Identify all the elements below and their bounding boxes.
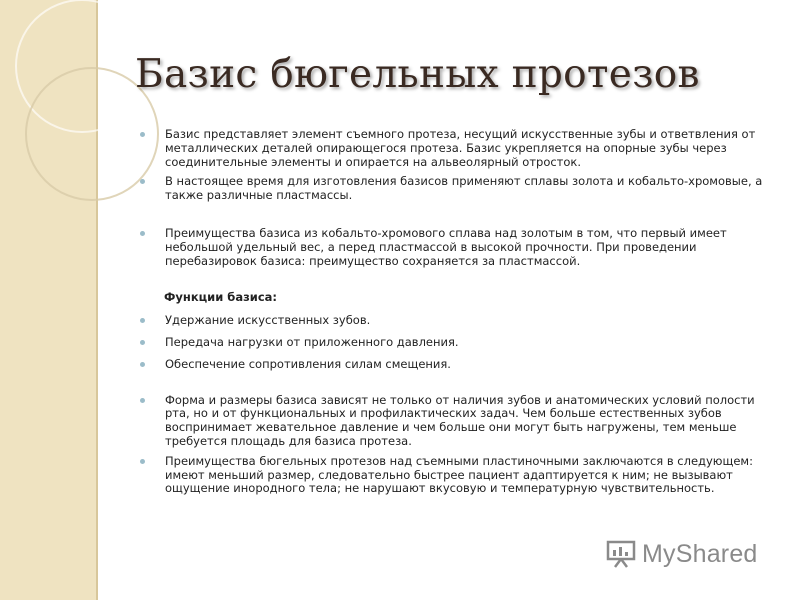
list-item: Форма и размеры базиса зависят не только от наличия зубов и анатомических условий полости рта, но и от функциональных и профилактических задач. Чем больше естественных зубов воспринимает жевательное давление и чем больше они могут быть нагружены, тем меньше требуется площадь для базиса протеза. (140, 394, 768, 449)
list-item: Преимущества бюгельных протезов над съемными пластиночными заключаются в следующем: имеют меньший размер, следовательно быстрее пациент адаптируется к ним; не вызывают ощущение инородного тела; не нарушают вкусовую и температурную чувствительность. (140, 455, 768, 496)
list-item: Преимущества базиса из кобальто-хромового сплава над золотым в том, что первый имеет небольшой удельный вес, а перед пластмассой в высокой прочности. При проведении перебазировок базиса: преимущество сохраняется за пластмассой. (140, 227, 768, 268)
list-item: Передача нагрузки от приложенного давления. (140, 336, 768, 350)
presentation-board-icon (606, 539, 636, 569)
slide-content (140, 128, 768, 496)
myshared-watermark (606, 536, 758, 572)
page-title: Базис бюгельных протезов (135, 52, 700, 97)
watermark-text: MyShared (642, 539, 758, 568)
list-item: Базис представляет элемент съемного протеза, несущий искусственные зубы и ответвления от металлических деталей опирающегося протеза. Базис укрепляется на опорные зубы через соединительные элементы и опирается на альвеолярный отросток. (140, 128, 768, 169)
list-item: Обеспечение сопротивления силам смещения. (140, 358, 768, 372)
list-item: В настоящее время для изготовления базисов применяют сплавы золота и кобальто-хромовые, а также различные пластмассы. (140, 175, 768, 203)
list-item: Удержание искусственных зубов. (140, 314, 768, 328)
functions-heading: Функции базиса: (164, 290, 278, 305)
